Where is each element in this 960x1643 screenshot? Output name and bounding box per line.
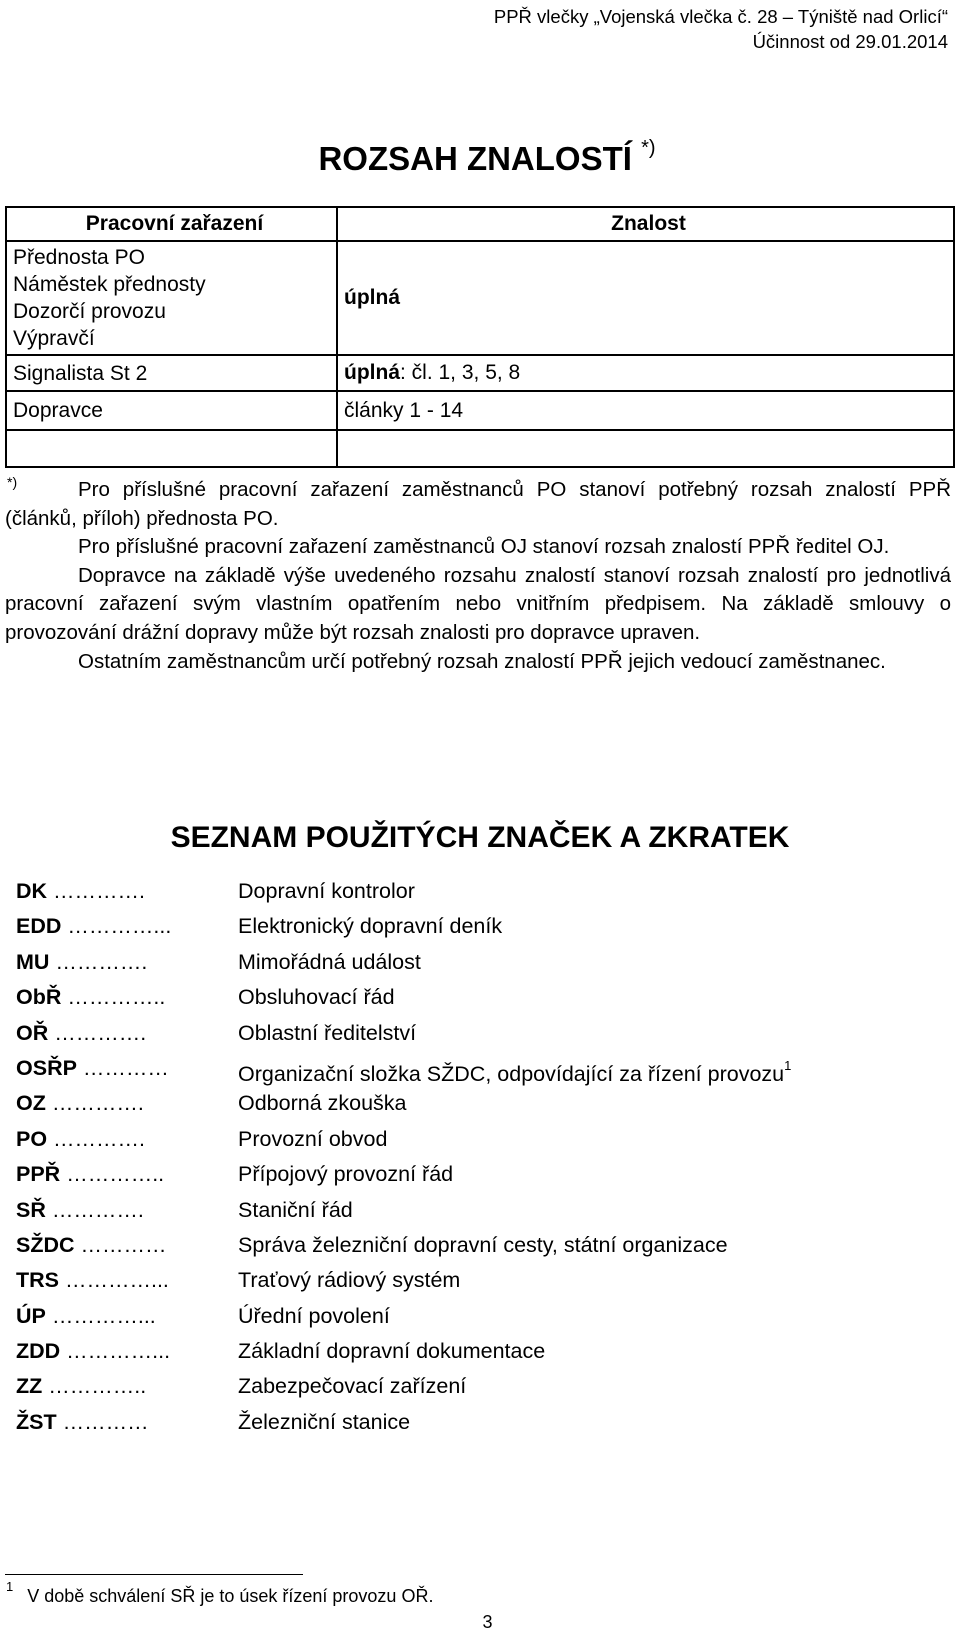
position-name: Dozorčí provozu [13,300,166,323]
abbreviation-meaning-text: Dopravní kontrolor [238,879,415,903]
abbreviation-row [16,980,946,1015]
table-header-row [6,207,954,241]
abbreviation-code: SŘ [16,1197,46,1222]
knowledge-scope: : čl. 1, 3, 5, 8 [400,361,521,384]
abbreviation-dots: …………... [60,1339,171,1364]
abbreviation-row [16,1086,946,1121]
footnote-reference: 1 [784,1057,792,1073]
abbreviation-key [16,909,171,944]
abbreviation-row [16,874,946,909]
note-paragraph: Dopravce na základě výše uvedeného rozsahu znalostí stanoví rozsah znalostí pro jednotlivá pracovní zařazení svým vlastním opatřením nebo vnitřním předpisem. Na základě smlouvy o provozování drážní dopravy může být rozsah znalosti pro dopravce upraven. [5,563,951,644]
abbreviation-code: ÚP [16,1303,46,1328]
knowledge-scope: články 1 - 14 [344,398,464,422]
abbreviation-meaning-text: Traťový rádiový systém [238,1268,461,1293]
empty-cell [6,430,337,467]
abbreviation-meaning-text: Odborná zkouška [238,1091,407,1116]
abbreviation-row [16,1016,946,1051]
abbreviation-row [16,1122,946,1157]
abbreviation-row [16,1051,946,1086]
abbreviation-meaning-text: Základní dopravní dokumentace [238,1339,546,1364]
knowledge-cell [337,355,954,391]
abbreviation-meaning [238,1016,416,1051]
abbreviation-code: OZ [16,1091,46,1116]
abbreviation-key [16,1334,170,1369]
abbreviation-row [16,1263,946,1298]
abbreviation-dots: ………….. [60,1162,165,1187]
abbreviation-meaning-text: Železniční stanice [238,1409,411,1434]
abbreviation-meaning [238,1122,387,1157]
abbreviation-key [16,1369,146,1404]
knowledge-level: úplná [344,361,400,384]
position-name: Výpravčí [13,327,95,350]
table-row-empty [6,430,954,467]
abbreviations-title: SEZNAM POUŽITÝCH ZNAČEK A ZKRATEK [170,821,790,854]
position-cell [6,241,337,355]
abbreviation-key [16,1051,169,1086]
footnote-text: V době schválení SŘ je to úsek řízení provozu OŘ. [27,1586,434,1606]
page-header [494,4,948,54]
abbreviation-row [16,1228,946,1263]
abbreviation-code: SŽDC [16,1232,75,1257]
abbreviation-meaning [238,980,395,1015]
header-effective-date: Účinnost od 29.01.2014 [752,31,948,52]
abbreviation-key [16,1016,146,1051]
footnote-notes [5,476,951,676]
abbreviation-meaning [238,1369,466,1404]
header-document-title: PPŘ vlečky „Vojenská vlečka č. 28 – Týniště nad Orlicí“ [493,6,948,27]
abbreviation-meaning-text: Správa železniční dopravní cesty, státní organizace [238,1232,728,1257]
abbreviation-meaning [238,1405,410,1440]
abbreviation-key [16,1405,149,1440]
position-name: Přednosta PO [13,246,145,269]
abbreviation-dots: ………….. [42,1374,147,1399]
abbreviation-meaning-text: Zabezpečovací zařízení [238,1374,467,1399]
abbreviations-list [16,874,946,1440]
note-paragraph: Pro příslušné pracovní zařazení zaměstnanců OJ stanoví rozsah znalostí PPŘ ředitel OJ. [78,535,890,559]
abbreviation-dots: ………… [56,1409,149,1434]
abbreviation-meaning [238,1193,353,1228]
abbreviation-meaning-text: Mimořádná událost [238,949,421,974]
abbreviation-meaning [238,1299,390,1334]
abbreviation-dots: …………. [45,1197,144,1222]
abbreviation-key [16,1193,144,1228]
position-cell [6,355,337,391]
footnote-separator [5,1574,303,1575]
abbreviation-meaning [238,1086,407,1121]
abbreviation-key [16,1228,167,1263]
footnote-number: 1 [6,1579,14,1594]
abbreviation-meaning-text: Provozní obvod [238,1126,388,1151]
abbreviation-code: EDD [16,914,62,939]
abbreviation-code: TRS [16,1268,59,1293]
abbreviation-meaning [238,1334,545,1369]
abbreviation-dots: ………….. [61,985,166,1010]
note-paragraph: Pro příslušné pracovní zařazení zaměstnanců PO stanoví potřebný rozsah znalostí PPŘ (článků, příloh) přednosta PO. [5,478,951,530]
abbreviation-code: OSŘP [16,1055,77,1080]
abbreviation-dots: …………. [45,1091,144,1116]
abbreviation-key [16,980,165,1015]
abbreviation-row [16,1299,946,1334]
knowledge-cell [337,391,954,430]
abbreviation-row [16,1369,946,1404]
abbreviation-meaning-text: Úřední povolení [238,1303,390,1328]
abbreviation-dots: ………… [74,1232,167,1257]
knowledge-level: úplná [344,286,400,309]
page-number: 3 [482,1612,493,1632]
abbreviation-row [16,945,946,980]
knowledge-table [5,206,955,468]
abbreviation-meaning [238,945,421,980]
abbreviation-dots: …………. [47,1126,146,1151]
abbreviation-key [16,1263,169,1298]
position-name: Dopravce [13,399,103,422]
abbreviation-meaning-text: Přípojový provozní řád [238,1162,454,1187]
note-paragraph: Ostatním zaměstnancům určí potřebný rozsah znalostí PPŘ jejich vedoucí zaměstnanec. [78,649,886,673]
abbreviation-meaning-text: Obsluhovací řád [238,985,395,1010]
abbreviation-meaning-text: Staniční řád [238,1197,353,1222]
abbreviation-row [16,1157,946,1192]
empty-cell [337,430,954,467]
column-header-position: Pracovní zařazení [6,207,337,241]
abbreviation-code: ZDD [16,1339,61,1364]
abbreviation-row [16,1193,946,1228]
abbreviation-dots: …………. [49,949,148,974]
page-title [0,132,960,179]
position-name: Náměstek přednosty [13,273,206,296]
abbreviation-dots: …………. [48,1020,147,1045]
abbreviation-code: DK [16,879,48,903]
table-row [6,391,954,430]
abbreviation-key [16,1299,156,1334]
abbreviation-code: MU [16,949,50,974]
abbreviation-dots: …………... [61,914,172,939]
table-row [6,241,954,355]
abbreviation-row [16,1405,946,1440]
table-row [6,355,954,391]
column-header-knowledge: Znalost [337,207,954,241]
abbreviation-meaning-text: Oblastní ředitelství [238,1020,417,1045]
abbreviation-key [16,1157,164,1192]
abbreviation-key [16,1086,144,1121]
knowledge-cell [337,241,954,355]
abbreviation-dots: …………... [59,1268,169,1293]
abbreviation-meaning [238,909,502,944]
position-name: Signalista St 2 [13,361,148,385]
abbreviation-dots: ………… [76,1055,169,1080]
abbreviation-key [16,945,147,980]
abbreviation-meaning [238,1157,453,1192]
title-footnote-mark: *) [641,137,656,159]
abbreviation-code: PPŘ [16,1162,61,1187]
abbreviation-meaning [238,874,415,909]
abbreviation-meaning [238,1228,728,1263]
abbreviation-row [16,1334,946,1369]
abbreviation-meaning-text: Elektronický dopravní deník [238,914,503,939]
abbreviation-code: OŘ [16,1020,49,1045]
abbreviation-code: ZZ [16,1374,43,1399]
page-title-text: ROZSAH ZNALOSTÍ [318,140,632,177]
position-cell [6,391,337,430]
notes-footnote-mark: *) [7,474,18,490]
abbreviation-code: ObŘ [16,985,62,1010]
abbreviation-code: ŽST [16,1409,57,1434]
abbreviation-key [16,874,145,909]
abbreviation-code: PO [16,1126,48,1151]
page-footnote [6,1579,434,1607]
abbreviation-meaning-text: Organizační složka SŽDC, odpovídající za řízení provozu [238,1062,785,1087]
abbreviation-key [16,1122,145,1157]
abbreviation-row [16,909,946,944]
abbreviation-meaning [238,1263,460,1298]
abbreviation-dots: …………... [45,1303,156,1328]
abbreviation-dots: …………. [47,879,146,903]
